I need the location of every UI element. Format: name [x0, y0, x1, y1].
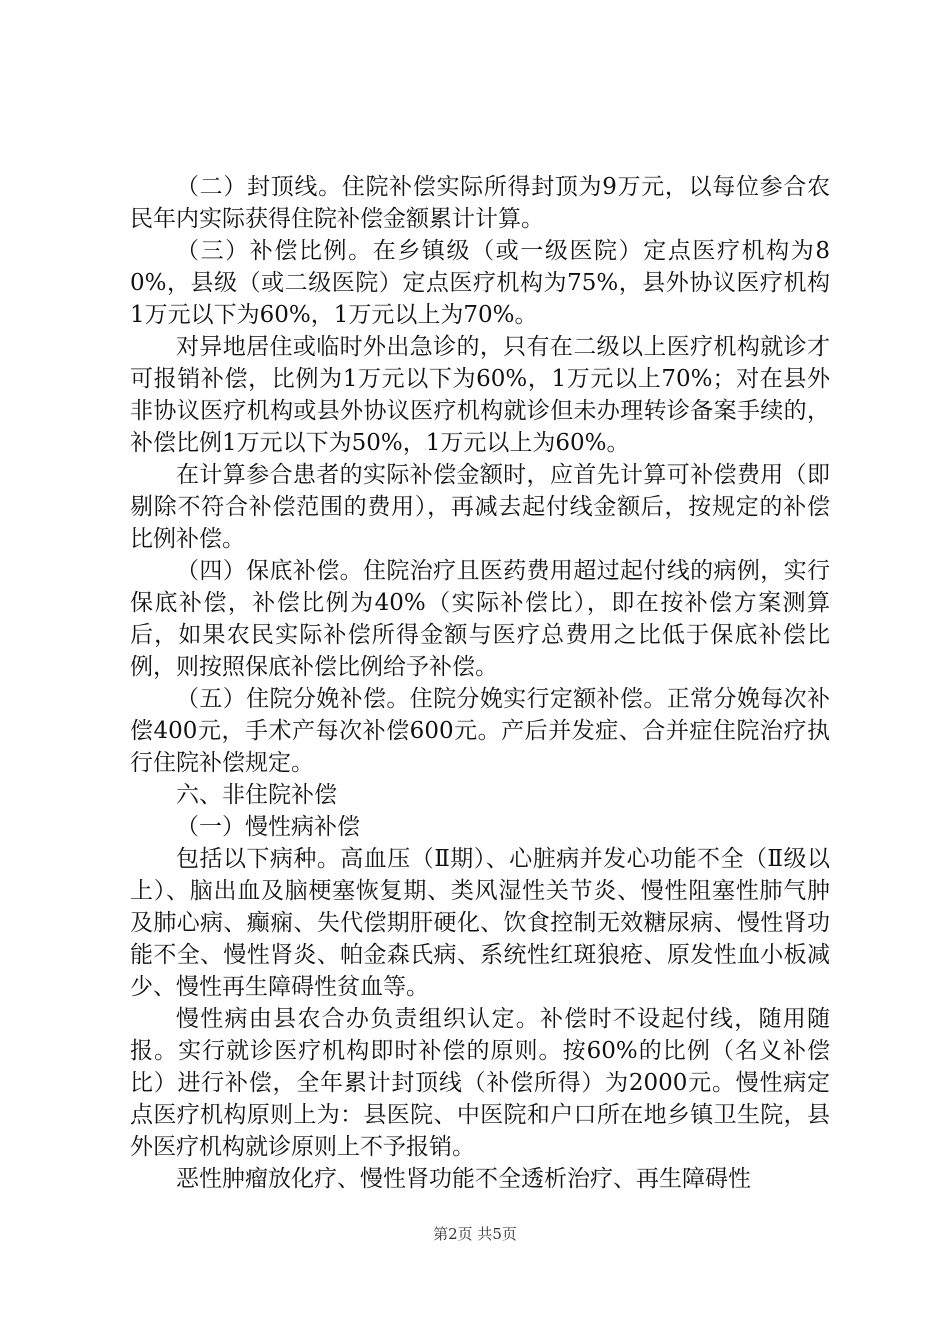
document-body — [130, 171, 830, 1195]
paragraph-compensation-ratio: （三）补偿比例。在乡镇级（或一级医院）定点医疗机构为80%，县级（或二级医院）定点医疗机构为75%，县外协议医疗机构1万元以下为60%，1万元以上为70%。 — [130, 238, 830, 328]
paragraph-tumor-treatment: 恶性肿瘤放化疗、慢性肾功能不全透析治疗、再生障碍性 — [176, 1166, 751, 1192]
paragraph-cap-line: （二）封顶线。住院补偿实际所得封顶为9万元，以每位参合农民年内实际获得住院补偿金额累计计算。 — [130, 174, 830, 232]
section-heading-non-inpatient: 六、非住院补偿 — [176, 782, 337, 808]
paragraph-childbirth-compensation: （五）住院分娩补偿。住院分娩实行定额补偿。正常分娩每次补偿400元，手术产每次补偿600元。产后并发症、合并症住院治疗执行住院补偿规定。 — [130, 686, 830, 776]
paragraph-emergency-out-of-area: 对异地居住或临时外出急诊的，只有在二级以上医疗机构就诊才可报销补偿，比例为1万元以下为60%，1万元以上70%；对在县外非协议医疗机构或县外协议医疗机构就诊但未办理转诊备案手续的，补偿比例1万元以下为50%，1万元以上为60%。 — [130, 334, 830, 456]
paragraph-calculation-method: 在计算参合患者的实际补偿金额时，应首先计算可补偿费用（即剔除不符合补偿范围的费用），再减去起付线金额后，按规定的补偿比例补偿。 — [130, 462, 830, 552]
subsection-heading-chronic-disease: （一）慢性病补偿 — [176, 814, 360, 840]
paragraph-chronic-disease-rules: 慢性病由县农合办负责组织认定。补偿时不设起付线，随用随报。实行就诊医疗机构即时补偿的原则。按60%的比例（名义补偿比）进行补偿，全年累计封顶线（补偿所得）为2000元。慢性病定点医疗机构原则上为：县医院、中医院和户口所在地乡镇卫生院，县外医疗机构就诊原则上不予报销。 — [130, 1006, 830, 1160]
paragraph-minimum-compensation: （四）保底补偿。住院治疗且医药费用超过起付线的病例，实行保底补偿，补偿比例为40%（实际补偿比），即在按补偿方案测算后，如果农民实际补偿所得金额与医疗总费用之比低于保底补偿比例，则按照保底补偿比例给予补偿。 — [130, 558, 830, 680]
page-number-footer: 第2页 共5页 — [433, 1225, 517, 1243]
paragraph-disease-list: 包括以下病种。高血压（Ⅱ期）、心脏病并发心功能不全（Ⅱ级以上）、脑出血及脑梗塞恢复期、类风湿性关节炎、慢性阻塞性肺气肿及肺心病、癫痫、失代偿期肝硬化、饮食控制无效糖尿病、慢性肾功能不全、慢性肾炎、帕金森氏病、系统性红斑狼疮、原发性血小板减少、慢性再生障碍性贫血等。 — [130, 846, 830, 1000]
